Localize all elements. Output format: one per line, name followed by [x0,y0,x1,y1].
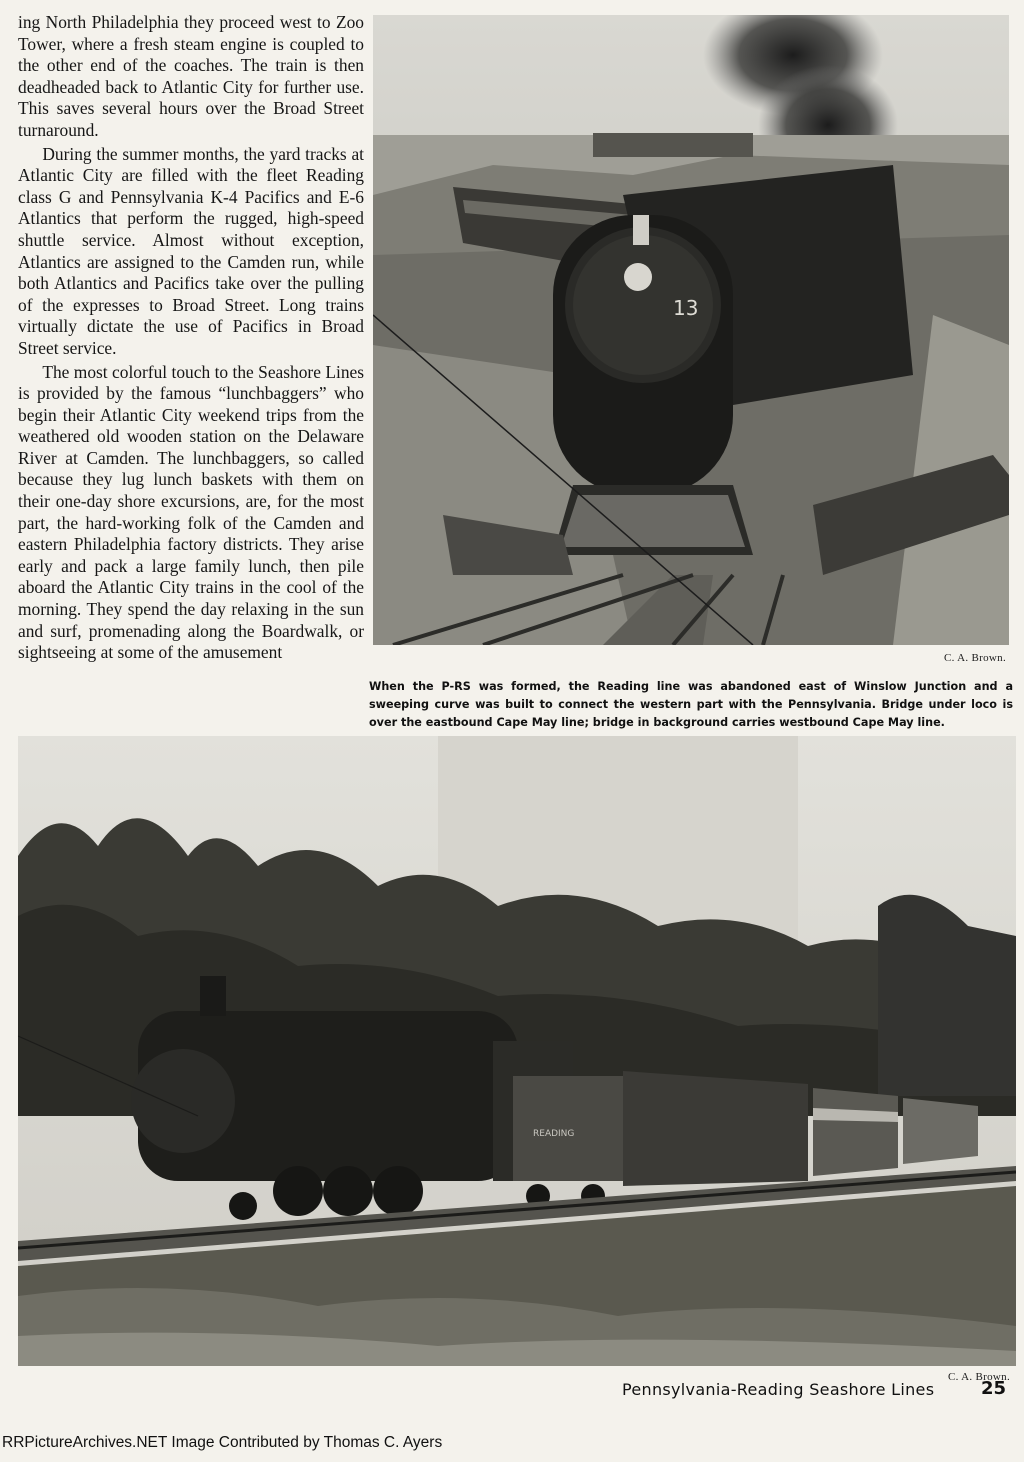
photo-caption: When the P-RS was formed, the Reading line was abandoned east of Winslow Junction and a sweeping curve was built to connect the western part with the Pennsylvania. Bridge under loco is over the eastbound Cape May line; bridge in background carries westbound Cape May line. [369,680,1013,729]
article-paragraph: During the summer months, the yard tracks at Atlantic City are filled with the fleet Reading class G and Pennsylvania K-4 Pacifics and E-6 Atlantics that perform the rugged, high-speed shuttle service. Almost without exception, Atlantics are assigned to the Camden run, while both Atlantics and Pacifics take over the pulling of the expresses to Broad Street. Long trains virtually dictate the use of Pacifics in Broad Street service. [18,143,364,358]
tender-lettering: READING [533,1129,575,1139]
running-footer-title: Pennsylvania-Reading Seashore Lines [622,1380,935,1399]
article-text-column [18,12,364,664]
photo-train-woods [18,736,1016,1366]
contribution-note: RRPictureArchives.NET Image Contributed by Thomas C. Ayers [2,1434,443,1451]
photo-credit: C. A. Brown. [948,1371,1010,1383]
engine-number-plate: 13 [673,296,699,320]
photo-locomotive-curve [373,15,1009,645]
photo-credit: C. A. Brown. [944,652,1006,664]
article-paragraph: ing North Philadelphia they proceed west to Zoo Tower, where a fresh steam engine is coupled to the other end of the coaches. The train is then deadheaded back to Atlantic City for further use. This saves several hours over the Broad Street turnaround. [18,12,364,140]
article-paragraph: The most colorful touch to the Seashore Lines is provided by the famous “lunchbaggers” who begin their Atlantic City weekend trips from the weathered old wooden station on the Delaware River at Camden. The lunchbaggers, so called because they lug lunch baskets with them on their one-day shore excursions, are, for the most part, the hard-working folk of the Camden and eastern Philadelphia factory districts. They arise early and pack a large family lunch, then pile aboard the Atlantic City trains in the cool of the morning. They spend the day relaxing in the sun and surf, promenading along the Boardwalk, or sightseeing at some of the amusement [18,361,364,663]
page-number: 25 [980,1378,1006,1399]
